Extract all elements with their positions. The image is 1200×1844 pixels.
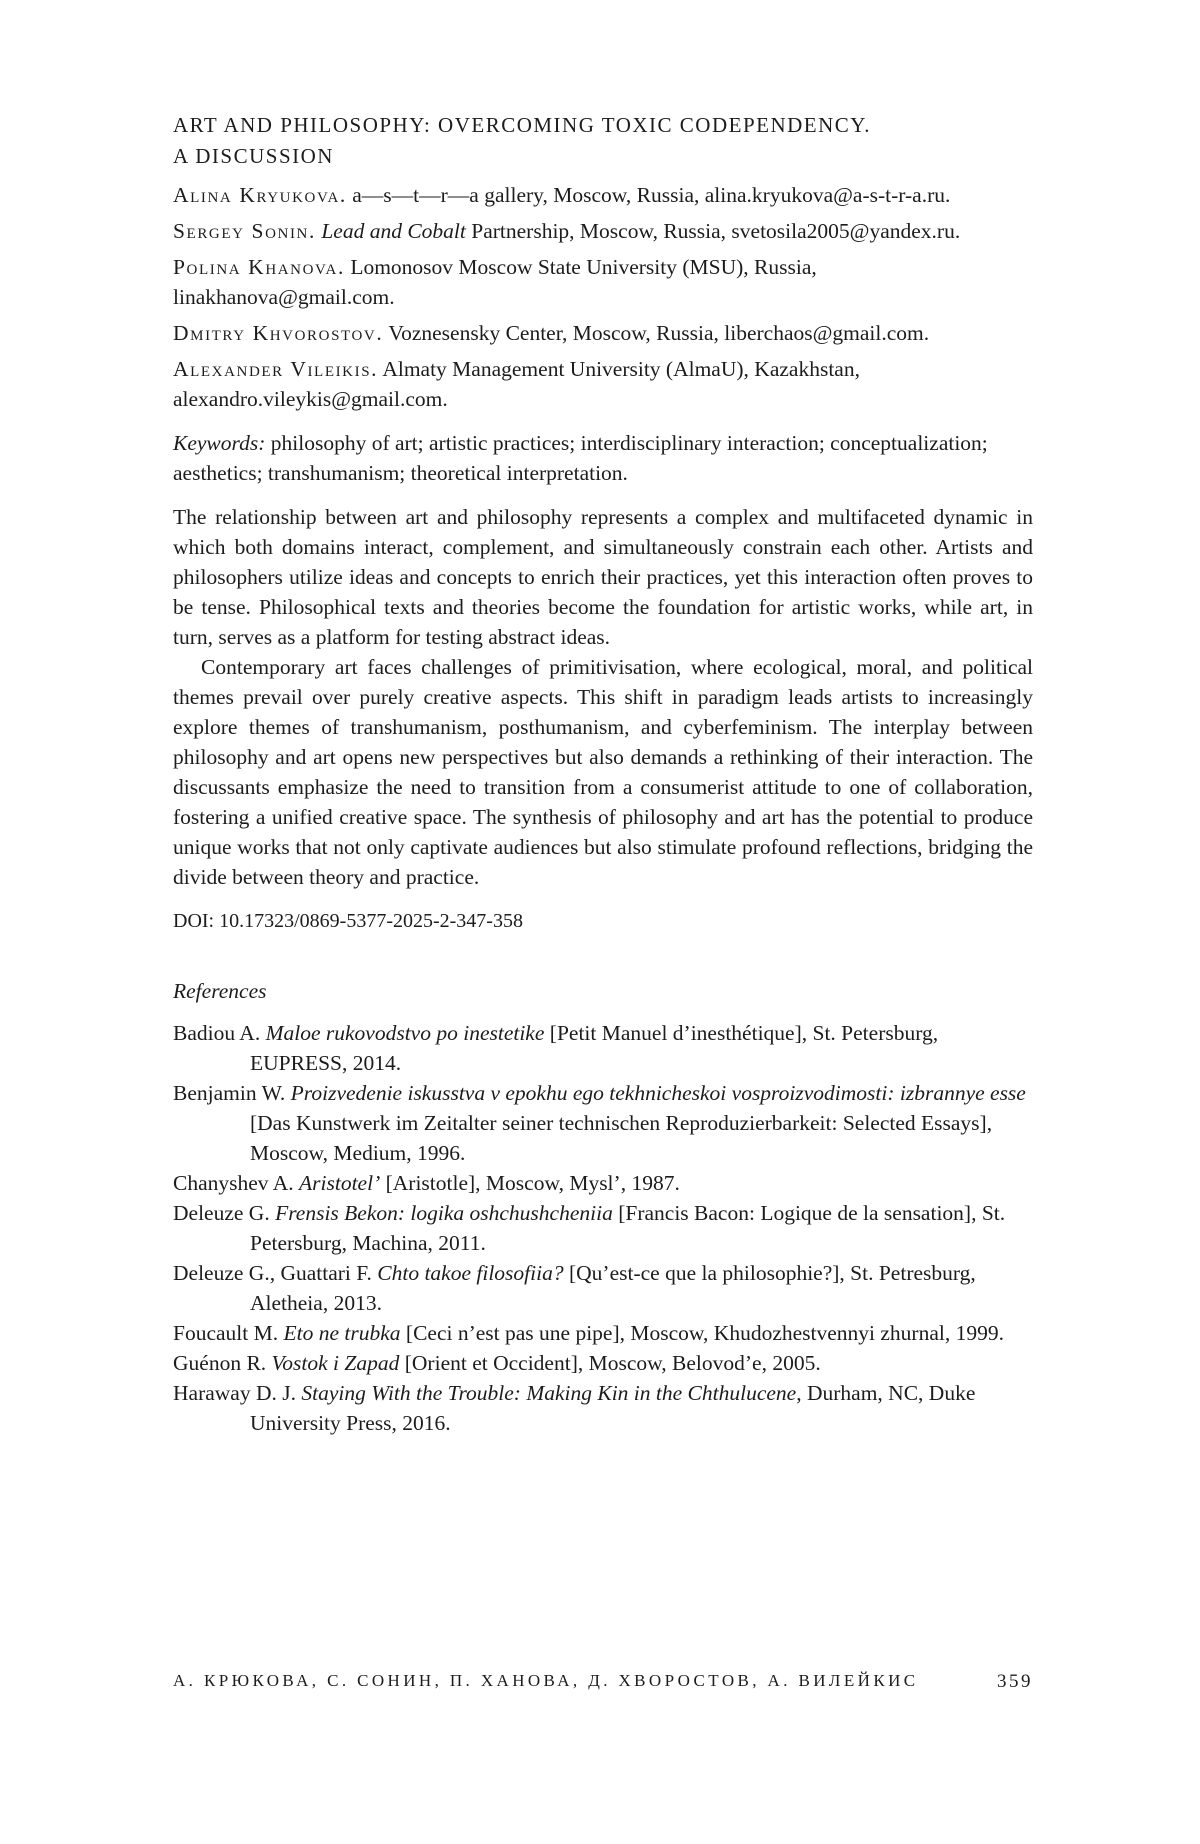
reference-title: Eto ne trubka — [283, 1321, 401, 1345]
reference-author: Badiou A. — [173, 1021, 266, 1045]
reference-item — [173, 1258, 1033, 1318]
reference-item — [173, 1378, 1033, 1438]
reference-item — [173, 1168, 1033, 1198]
reference-author: Deleuze G., Guattari F. — [173, 1261, 378, 1285]
reference-author: Foucault M. — [173, 1321, 284, 1345]
reference-author: Benjamin W. — [173, 1081, 291, 1105]
author-name: Sergey Sonin. — [173, 219, 316, 243]
reference-item — [173, 1078, 1033, 1168]
reference-details: [Das Kunstwerk im Zeitalter seiner technischen Reproduzierbarkeit: Selected Essays], Moscow, Medium, 1996. — [250, 1111, 993, 1165]
keywords-label: Keywords: — [173, 431, 266, 455]
reference-author: Haraway D. J. — [173, 1381, 302, 1405]
reference-details: [Orient et Occident], Moscow, Belovod’e, 2005. — [399, 1351, 821, 1375]
author-entry — [173, 318, 1033, 348]
author-entry — [173, 252, 1033, 312]
author-affiliation-italic: Lead and Cobalt — [315, 219, 466, 243]
author-affiliation: a—s—t—r—a gallery, Moscow, Russia, alina.kryukova@a-s-t-r-a.ru. — [346, 183, 951, 207]
reference-details: [Francis Bacon: Logique de la sensation], St. Petersburg, Machina, 2011. — [250, 1201, 1006, 1255]
title-line-1: ART AND PHILOSOPHY: OVERCOMING TOXIC CODEPENDENCY. — [173, 113, 871, 137]
author-entry — [173, 216, 1033, 246]
article-page — [173, 110, 1033, 1438]
reference-details: [Petit Manuel d’inesthétique], St. Petersburg, EUPRESS, 2014. — [250, 1021, 939, 1075]
abstract — [173, 502, 1033, 892]
reference-title: Chto takoe filosofiia? — [377, 1261, 564, 1285]
abstract-paragraph: The relationship between art and philosophy represents a complex and multifaceted dynamic in which both domains interact, complement, and simultaneously constrain each other. Artists and philosophers utilize ideas and concepts to enrich their practices, yet this interaction often proves to be tense. Philosophical texts and theories become the foundation for artistic works, while art, in turn, serves as a platform for testing abstract ideas. — [173, 505, 1033, 649]
reference-title: Maloe rukovodstvo po inestetike — [265, 1021, 545, 1045]
author-entry — [173, 180, 1033, 210]
reference-title: Proizvedenie iskusstva v epokhu ego tekhnicheskoi vosproizvodimosti: izbrannye esse — [290, 1081, 1026, 1105]
title-line-2: A DISCUSSION — [173, 144, 334, 168]
reference-list — [173, 1018, 1033, 1438]
author-entry — [173, 354, 1033, 414]
reference-title: Vostok i Zapad — [271, 1351, 400, 1375]
author-affiliation: Almaty Management University (AlmaU), Kazakhstan, alexandro.vileykis@gmail.com. — [173, 357, 860, 411]
author-affiliation: Partnership, Moscow, Russia, svetosila2005@yandex.ru. — [465, 219, 961, 243]
article-title — [173, 110, 1033, 172]
reference-details: [Qu’est-ce que la philosophie?], St. Petresburg, Aletheia, 2013. — [250, 1261, 976, 1315]
abstract-paragraph: Contemporary art faces challenges of primitivisation, where ecological, moral, and political themes prevail over purely creative aspects. This shift in paradigm leads artists to increasingly explore themes of transhumanism, posthumanism, and cyberfeminism. The interplay between philosophy and art opens new perspectives but also demands a rethinking of their interaction. The discussants emphasize the need to transition from a consumerist attitude to one of collaboration, fostering a unified creative space. The synthesis of philosophy and art has the potential to produce unique works that not only captivate audiences but also stimulate profound reflections, bridging the divide between theory and practice. — [173, 655, 1033, 889]
references-heading: References — [173, 979, 267, 1003]
reference-title: Staying With the Trouble: Making Kin in the Chthulucene — [301, 1381, 797, 1405]
author-name: Polina Khanova. — [173, 255, 345, 279]
author-affiliation: Voznesensky Center, Moscow, Russia, liberchaos@gmail.com. — [383, 321, 930, 345]
reference-item — [173, 1318, 1033, 1348]
reference-title: Frensis Bekon: logika oshchushcheniia — [275, 1201, 613, 1225]
author-name: Alina Kryukova. — [173, 183, 347, 207]
reference-details: [Aristotle], Moscow, Mysl’, 1987. — [380, 1171, 680, 1195]
reference-item — [173, 1018, 1033, 1078]
footer-authors: А. КРЮКОВА, С. СОНИН, П. ХАНОВА, Д. ХВОРОСТОВ, А. ВИЛЕЙКИС — [173, 1671, 919, 1690]
keywords — [173, 428, 1033, 488]
reference-author: Chanyshev A. — [173, 1171, 300, 1195]
reference-item — [173, 1348, 1033, 1378]
author-list — [173, 180, 1033, 414]
reference-author: Deleuze G. — [173, 1201, 276, 1225]
author-name: Alexander Vileikis. — [173, 357, 379, 381]
page-number: 359 — [997, 1671, 1033, 1692]
reference-author: Guénon R. — [173, 1351, 272, 1375]
reference-item — [173, 1198, 1033, 1258]
running-footer — [173, 1671, 1033, 1693]
keywords-text: philosophy of art; artistic practices; interdisciplinary interaction; conceptualization; aesthetics; transhumanism; theoretical interpretation. — [173, 431, 988, 485]
reference-details: , Durham, NC, Duke University Press, 2016. — [250, 1381, 976, 1435]
reference-details: [Ceci n’est pas une pipe], Moscow, Khudozhestvennyi zhurnal, 1999. — [400, 1321, 1004, 1345]
author-affiliation: Lomonosov Moscow State University (MSU), Russia, linakhanova@gmail.com. — [173, 255, 817, 309]
reference-title: Aristotel’ — [299, 1171, 381, 1195]
author-name: Dmitry Khvorostov. — [173, 321, 384, 345]
doi-link[interactable]: DOI: 10.17323/0869-5377-2025-2-347-358 — [173, 910, 523, 932]
